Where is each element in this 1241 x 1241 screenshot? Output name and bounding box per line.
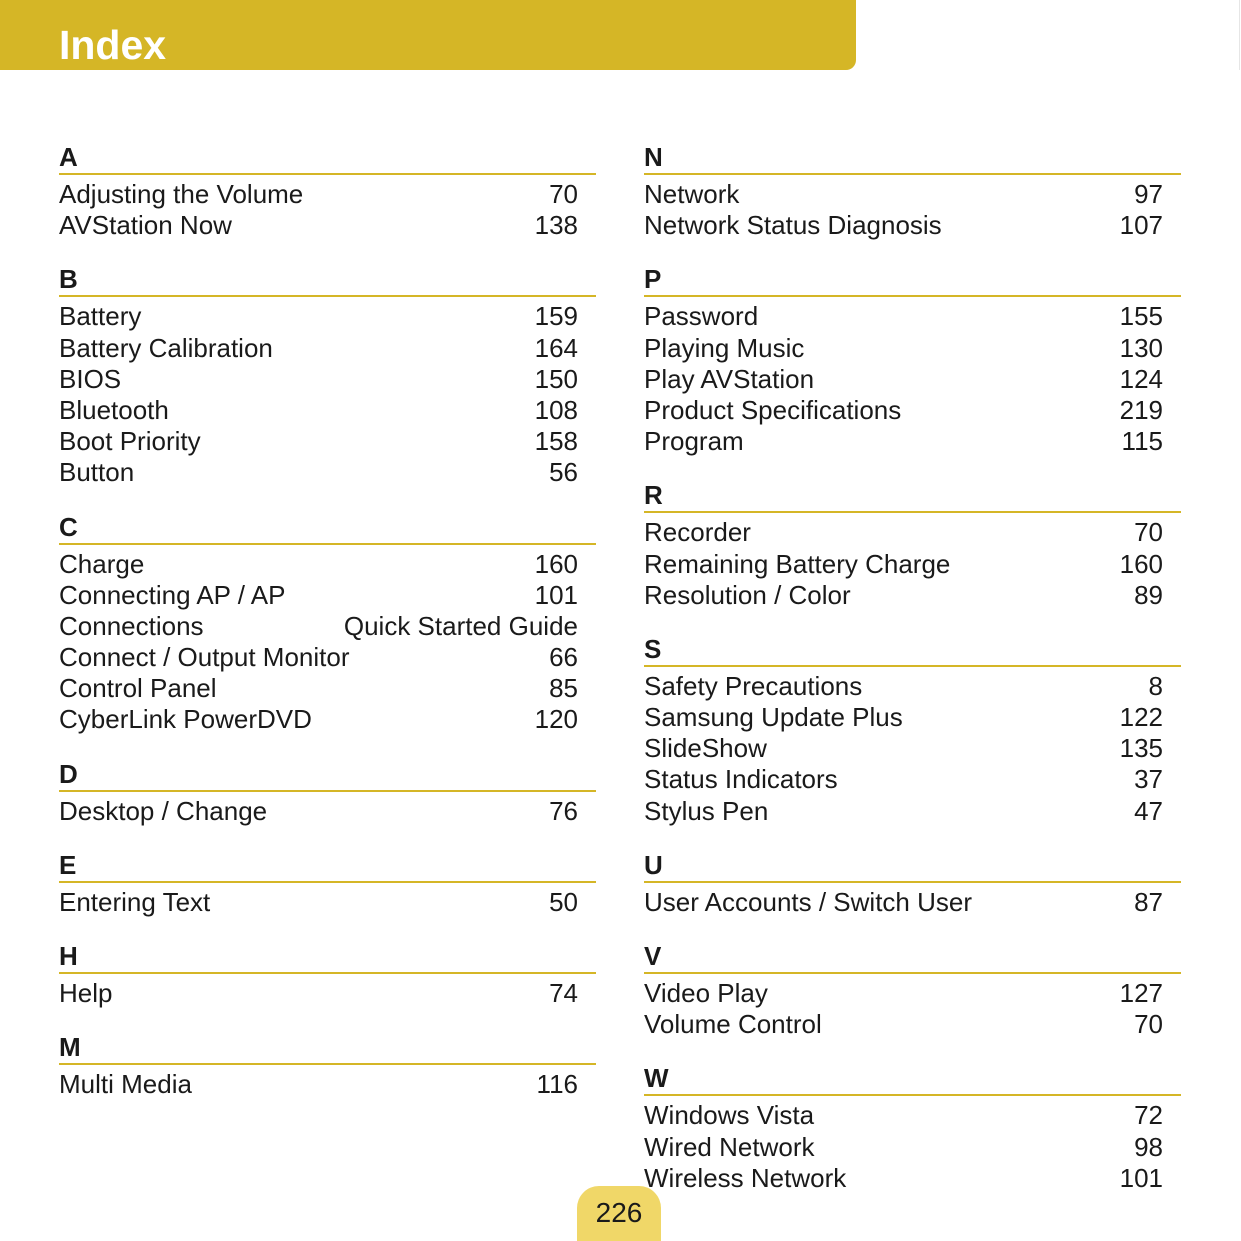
section-spacer [59, 918, 596, 940]
entry-term: CyberLink PowerDVD [59, 704, 312, 735]
index-entry [644, 978, 1181, 1009]
index-entry [59, 549, 596, 580]
entry-page-number: 130 [1119, 332, 1163, 363]
index-section [644, 141, 1181, 241]
entry-list [644, 1096, 1181, 1194]
section-spacer [59, 241, 596, 263]
index-entry [644, 301, 1181, 332]
entry-page-number: 76 [549, 795, 578, 826]
index-section [59, 758, 596, 827]
section-spacer [644, 1040, 1181, 1062]
entry-term: Stylus Pen [644, 795, 769, 826]
entry-term: Play AVStation [644, 363, 815, 394]
section-spacer [59, 827, 596, 849]
entry-list [59, 792, 596, 827]
entry-page-number: 115 [1121, 426, 1163, 457]
entry-term: Remaining Battery Charge [644, 548, 951, 579]
entry-page-number: 8 [1148, 670, 1163, 701]
entry-page-number: 164 [534, 332, 578, 363]
index-entry [644, 426, 1181, 457]
entry-term: User Accounts / Switch User [644, 886, 972, 917]
entry-page-number: 87 [1134, 886, 1163, 917]
entry-page-number: 101 [534, 579, 578, 610]
index-entry [644, 210, 1181, 241]
entry-page-number: 66 [549, 642, 578, 673]
index-section [644, 263, 1181, 457]
index-section [59, 141, 596, 241]
entry-term: Charge [59, 548, 145, 579]
index-entry [644, 395, 1181, 426]
entry-term: Resolution / Color [644, 579, 851, 610]
entry-page-number: 47 [1134, 795, 1163, 826]
section-spacer [644, 611, 1181, 633]
entry-page-number: 50 [549, 886, 578, 917]
index-entry [644, 1100, 1181, 1131]
entry-term: Adjusting the Volume [59, 179, 304, 209]
entry-term: Battery Calibration [59, 332, 273, 363]
entry-page-number: 107 [1119, 210, 1163, 241]
index-entry [59, 1069, 596, 1100]
entry-term: Desktop / Change [59, 795, 268, 826]
index-section [644, 849, 1181, 918]
entry-page-number: 219 [1119, 394, 1163, 425]
entry-term: Status Indicators [644, 764, 838, 795]
entry-list [59, 545, 596, 736]
entry-page-number: 116 [536, 1069, 578, 1100]
entry-term: Password [644, 301, 759, 332]
section-letter: A [59, 141, 596, 175]
entry-term: Button [59, 457, 135, 488]
entry-list [644, 974, 1181, 1040]
index-entry [644, 580, 1181, 611]
entry-term: Wireless Network [644, 1162, 847, 1193]
entry-term: Wired Network [644, 1131, 815, 1162]
section-letter: N [644, 141, 1181, 175]
index-entry [59, 673, 596, 704]
entry-term: Connect / Output Monitor [59, 642, 350, 673]
entry-list [644, 513, 1181, 611]
entry-page-number: 70 [549, 179, 578, 209]
index-entry [644, 796, 1181, 827]
section-letter: V [644, 940, 1181, 974]
index-entry [644, 887, 1181, 918]
entry-term: Windows Vista [644, 1100, 815, 1131]
entry-term: Battery [59, 301, 142, 332]
entry-list [59, 297, 596, 488]
index-section [644, 940, 1181, 1040]
entry-page-number: 74 [549, 978, 578, 1008]
entry-page-number: 155 [1119, 301, 1163, 332]
index-entry [59, 395, 596, 426]
index-entry [644, 764, 1181, 795]
index-entry [59, 642, 596, 673]
index-column-right [644, 141, 1181, 1194]
entry-term: Network [644, 179, 740, 209]
section-spacer [644, 241, 1181, 263]
entry-page-number: 56 [549, 457, 578, 488]
index-entry [644, 1009, 1181, 1040]
entry-page-number: 89 [1134, 579, 1163, 610]
section-letter: H [59, 940, 596, 974]
entry-term: Connections [59, 610, 204, 641]
index-entry [644, 1132, 1181, 1163]
entry-term: Control Panel [59, 673, 217, 704]
section-spacer [644, 918, 1181, 940]
section-letter: P [644, 263, 1181, 297]
index-entry [59, 580, 596, 611]
entry-page-number: 158 [534, 426, 578, 457]
section-letter: S [644, 633, 1181, 667]
entry-list [644, 883, 1181, 918]
entry-term: Samsung Update Plus [644, 702, 903, 733]
entry-term: Volume Control [644, 1009, 822, 1040]
index-entry [644, 333, 1181, 364]
entry-term: AVStation Now [59, 210, 232, 241]
section-letter: U [644, 849, 1181, 883]
index-entry [59, 796, 596, 827]
index-entry [59, 457, 596, 488]
page-number: 226 [595, 1197, 643, 1228]
section-letter: D [59, 758, 596, 792]
entry-page-number: 160 [534, 548, 578, 579]
index-entry [644, 1163, 1181, 1194]
index-entry [59, 364, 596, 395]
index-column-left [59, 141, 596, 1100]
index-entry [59, 179, 596, 210]
section-letter: W [644, 1062, 1181, 1096]
index-section [59, 511, 596, 736]
section-letter: R [644, 479, 1181, 513]
entry-page-number: 37 [1134, 764, 1163, 795]
index-section [59, 849, 596, 918]
index-entry [644, 179, 1181, 210]
section-spacer [59, 489, 596, 511]
entry-page-number: 72 [1134, 1100, 1163, 1131]
entry-page-number: 97 [1134, 179, 1163, 209]
entry-term: SlideShow [644, 733, 767, 764]
entry-page-number: 138 [534, 210, 578, 241]
index-entry [644, 517, 1181, 548]
entry-page-number: 85 [549, 673, 578, 704]
entry-term: Network Status Diagnosis [644, 210, 942, 241]
entry-term: Entering Text [59, 886, 211, 917]
entry-term: Safety Precautions [644, 670, 863, 701]
section-letter: E [59, 849, 596, 883]
index-entry [644, 549, 1181, 580]
entry-page-number: 124 [1119, 363, 1163, 394]
entry-list [59, 883, 596, 918]
entry-term: Playing Music [644, 332, 805, 363]
index-section [644, 633, 1181, 827]
entry-list [59, 1065, 596, 1100]
index-entry [59, 301, 596, 332]
entry-page-number: 70 [1134, 1009, 1163, 1040]
entry-list [644, 297, 1181, 457]
index-section [644, 1062, 1181, 1194]
entry-page-number: 98 [1134, 1131, 1163, 1162]
index-entry [59, 210, 596, 241]
entry-page-number: 159 [534, 301, 578, 332]
index-entry [644, 671, 1181, 702]
entry-page-number: 122 [1119, 702, 1163, 733]
entry-page-number: Quick Started Guide [343, 610, 578, 641]
index-section [644, 479, 1181, 611]
entry-list [59, 175, 596, 241]
entry-page-number: 120 [534, 704, 578, 735]
entry-term: Multi Media [59, 1069, 192, 1100]
section-spacer [644, 827, 1181, 849]
index-entry [59, 887, 596, 918]
page-title: Index [59, 22, 167, 68]
index-entry [59, 333, 596, 364]
entry-page-number: 160 [1119, 548, 1163, 579]
index-entry [59, 426, 596, 457]
entry-page-number: 108 [534, 394, 578, 425]
entry-page-number: 70 [1134, 517, 1163, 548]
index-section [59, 940, 596, 1009]
entry-term: Product Specifications [644, 394, 902, 425]
section-letter: B [59, 263, 596, 297]
entry-term: BIOS [59, 363, 122, 394]
entry-term: Help [59, 978, 113, 1008]
section-spacer [59, 1009, 596, 1031]
entry-list [644, 175, 1181, 241]
index-section [59, 1031, 596, 1100]
index-entry [644, 364, 1181, 395]
entry-term: Recorder [644, 517, 751, 548]
entry-page-number: 135 [1119, 733, 1163, 764]
index-entry [59, 704, 596, 735]
index-entry [644, 702, 1181, 733]
section-spacer [644, 457, 1181, 479]
index-entry [644, 733, 1181, 764]
entry-list [644, 667, 1181, 827]
index-section [59, 263, 596, 488]
entry-term: Connecting AP / AP [59, 579, 286, 610]
entry-page-number: 127 [1119, 978, 1163, 1008]
section-spacer [59, 736, 596, 758]
section-letter: C [59, 511, 596, 545]
section-letter: M [59, 1031, 596, 1065]
page-edge-divider [1239, 0, 1240, 70]
entry-term: Video Play [644, 978, 768, 1008]
index-entry [59, 978, 596, 1009]
entry-term: Bluetooth [59, 394, 169, 425]
entry-list [59, 974, 596, 1009]
entry-page-number: 150 [534, 363, 578, 394]
entry-term: Boot Priority [59, 426, 201, 457]
entry-term: Program [644, 426, 744, 457]
entry-page-number: 101 [1119, 1162, 1163, 1193]
index-entry [59, 611, 596, 642]
